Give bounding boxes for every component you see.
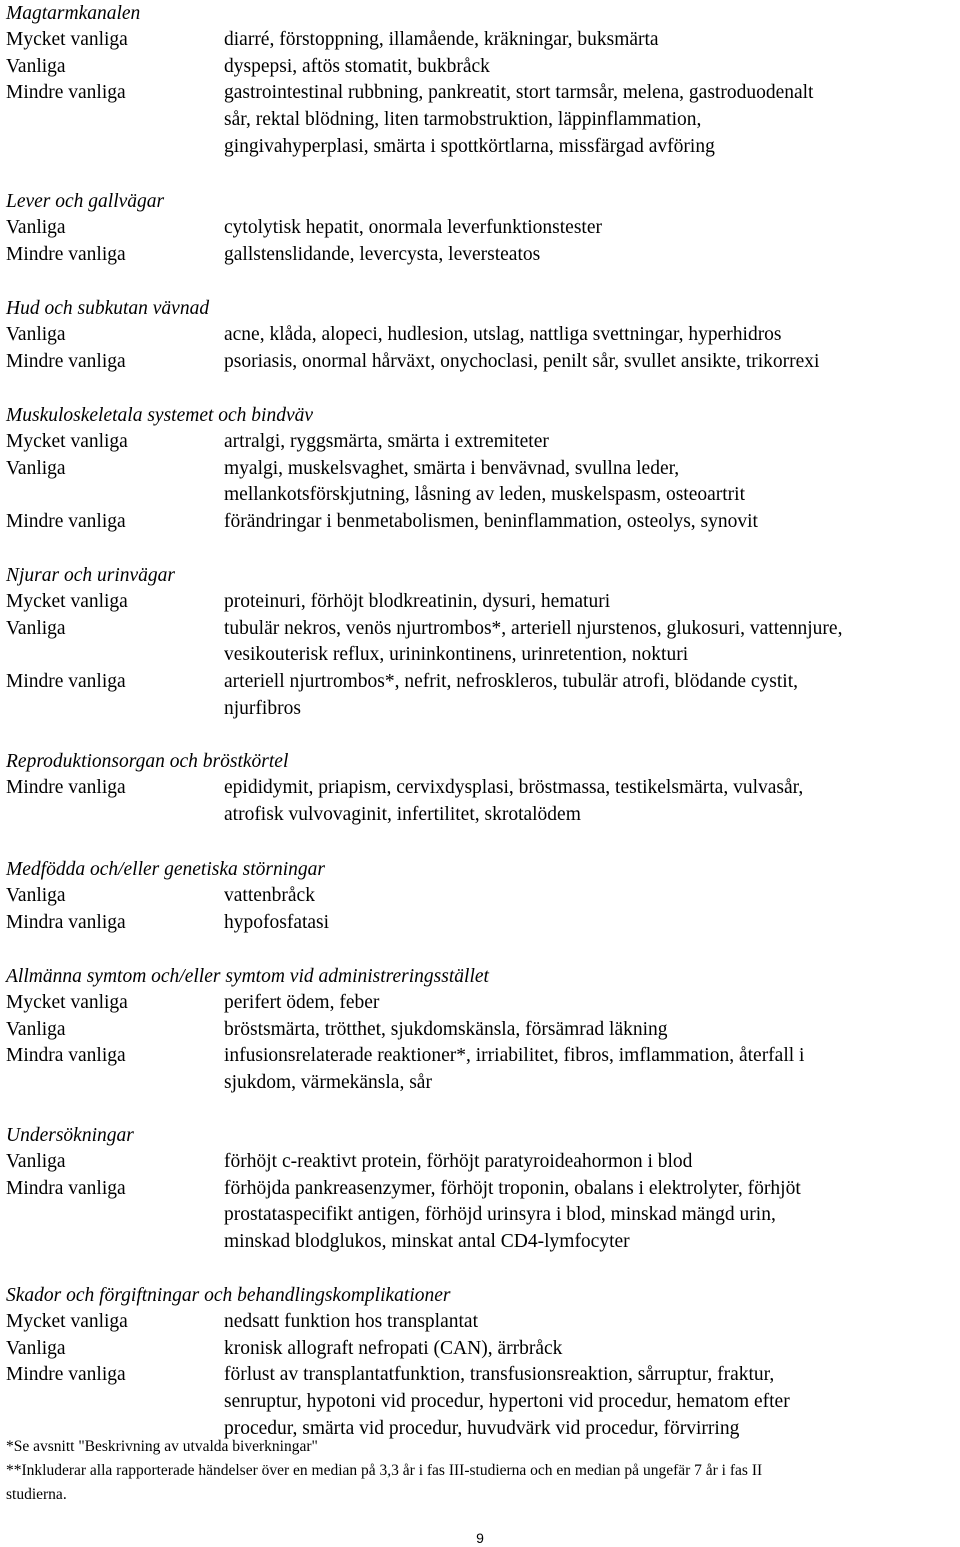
- frequency-row: [6, 349, 960, 376]
- frequency-label: Mindre vanliga: [6, 350, 126, 372]
- section-title: Medfödda och/eller genetiska störningar: [6, 859, 325, 880]
- section-title: Reproduktionsorgan och bröstkörtel: [6, 751, 289, 772]
- frequency-row: [6, 669, 960, 722]
- section: [6, 856, 960, 936]
- frequency-row: [6, 1362, 960, 1442]
- reaction-description: [224, 456, 960, 509]
- reaction-description: [224, 509, 960, 536]
- frequency-label: Vanliga: [6, 1337, 66, 1359]
- reaction-description: [224, 242, 960, 269]
- frequency-label: Vanliga: [6, 1151, 66, 1172]
- frequency-label: Mycket vanliga: [6, 992, 128, 1013]
- section-title: Hud och subkutan vävnad: [6, 298, 210, 319]
- description-line: diarré, förstoppning, illamående, kräkningar, buksmärta: [224, 29, 659, 50]
- reaction-description: [224, 669, 960, 722]
- reaction-description: [224, 80, 960, 160]
- reaction-description: [224, 1309, 960, 1336]
- description-line: förlust av transplantatfunktion, transfusionsreaktion, sårruptur, fraktur,: [224, 1364, 775, 1386]
- reaction-description: [224, 27, 960, 54]
- reaction-description: [224, 883, 960, 910]
- section: [6, 188, 960, 268]
- reaction-description: [224, 54, 960, 81]
- frequency-row: [6, 589, 960, 616]
- frequency-label: Mindre vanliga: [6, 511, 126, 533]
- description-line: sjukdom, värmekänsla, sår: [224, 1072, 432, 1094]
- description-line: atrofisk vulvovaginit, infertilitet, skrotalödem: [224, 803, 581, 825]
- description-line: artralgi, ryggsmärta, smärta i extremiteter: [224, 431, 549, 452]
- footnote-3: studierna.: [6, 1486, 67, 1503]
- reaction-description: [224, 349, 960, 376]
- frequency-row: [6, 883, 960, 910]
- frequency-label: Mindre vanliga: [6, 777, 126, 798]
- section-title: Skador och förgiftningar och behandlingskomplikationer: [6, 1285, 451, 1306]
- section: [6, 1282, 960, 1442]
- description-line: myalgi, muskelsvaghet, smärta i benvävnad, svullna leder,: [224, 457, 680, 479]
- description-line: mellankotsförskjutning, låsning av leden, muskelspasm, osteoartrit: [224, 484, 745, 506]
- frequency-row: [6, 1309, 960, 1336]
- frequency-row: [6, 616, 960, 669]
- description-line: procedur, smärta vid procedur, huvudvärk vid procedur, förvirring: [224, 1417, 740, 1439]
- description-line: gastrointestinal rubbning, pankreatit, stort tarmsår, melena, gastroduodenalt: [224, 82, 814, 104]
- frequency-row: [6, 54, 960, 81]
- description-line: tubulär nekros, venös njurtrombos*, arteriell njurstenos, glukosuri, vattennjure,: [224, 617, 843, 639]
- description-line: prostataspecifikt antigen, förhöjd urinsyra i blod, minskad mängd urin,: [224, 1204, 776, 1226]
- frequency-row: [6, 27, 960, 54]
- frequency-label: Mindre vanliga: [6, 671, 126, 693]
- description-line: nedsatt funktion hos transplantat: [224, 1311, 478, 1332]
- frequency-label: Vanliga: [6, 1018, 66, 1040]
- description-line: acne, klåda, alopeci, hudlesion, utslag, nattliga svettningar, hyperhidros: [224, 324, 782, 345]
- frequency-row: [6, 215, 960, 242]
- section-title: Muskuloskeletala systemet och bindväv: [6, 405, 314, 426]
- frequency-row: [6, 456, 960, 509]
- frequency-row: [6, 1336, 960, 1363]
- description-line: perifert ödem, feber: [224, 992, 380, 1013]
- frequency-row: [6, 429, 960, 456]
- reaction-description: [224, 616, 960, 669]
- frequency-label: Vanliga: [6, 217, 66, 238]
- description-line: förhöjda pankreasenzymer, förhöjt troponin, obalans i elektrolyter, förhjöt: [224, 1177, 801, 1199]
- description-line: sår, rektal blödning, liten tarmobstruktion, läppinflammation,: [224, 109, 702, 131]
- reaction-description: [224, 990, 960, 1017]
- frequency-label: Mindra vanliga: [6, 1045, 126, 1067]
- section: [6, 748, 960, 828]
- reaction-description: [224, 1149, 960, 1176]
- frequency-label: Mindra vanliga: [6, 911, 126, 933]
- frequency-row: [6, 242, 960, 269]
- description-line: hypofosfatasi: [224, 911, 330, 933]
- description-line: dyspepsi, aftös stomatit, bukbråck: [224, 55, 490, 77]
- frequency-row: [6, 1176, 960, 1256]
- description-line: cytolytisk hepatit, onormala leverfunktionstester: [224, 217, 602, 238]
- frequency-label: Vanliga: [6, 617, 66, 639]
- frequency-label: Mycket vanliga: [6, 591, 128, 612]
- section: [6, 402, 960, 536]
- reaction-description: [224, 775, 960, 828]
- footnote-2: **Inkluderar alla rapporterade händelser över en median på 3,3 år i fas III-studierna och en median på ungefär 7 år i fas II: [6, 1462, 763, 1479]
- frequency-label: Mindre vanliga: [6, 82, 126, 104]
- description-line: proteinuri, förhöjt blodkreatinin, dysuri, hematuri: [224, 591, 611, 612]
- reaction-description: [224, 589, 960, 616]
- frequency-row: [6, 775, 960, 828]
- frequency-label: Vanliga: [6, 55, 66, 77]
- reaction-description: [224, 429, 960, 456]
- reaction-description: [224, 910, 960, 937]
- description-line: gallstenslidande, levercysta, leversteatos: [224, 243, 541, 265]
- frequency-label: Mindre vanliga: [6, 243, 126, 265]
- description-line: vattenbråck: [224, 885, 315, 906]
- frequency-label: Vanliga: [6, 885, 66, 906]
- reaction-description: [224, 1362, 960, 1442]
- frequency-label: Mycket vanliga: [6, 1311, 128, 1332]
- description-line: arteriell njurtrombos*, nefrit, nefroskleros, tubulär atrofi, blödande cystit,: [224, 671, 799, 693]
- description-line: vesikouterisk reflux, urininkontinens, urinretention, nokturi: [224, 644, 689, 666]
- reaction-description: [224, 1176, 960, 1256]
- description-line: gingivahyperplasi, smärta i spottkörtlarna, missfärgad avföring: [224, 135, 715, 157]
- frequency-row: [6, 1043, 960, 1096]
- section: [6, 295, 960, 375]
- description-line: epididymit, priapism, cervixdysplasi, bröstmassa, testikelsmärta, vulvasår,: [224, 777, 804, 798]
- description-line: kronisk allograft nefropati (CAN), ärrbråck: [224, 1337, 563, 1359]
- footnote-1: *Se avsnitt "Beskrivning av utvalda biverkningar": [6, 1438, 318, 1455]
- frequency-row: [6, 80, 960, 160]
- description-line: förhöjt c-reaktivt protein, förhöjt paratyroideahormon i blod: [224, 1151, 693, 1172]
- frequency-label: Mindre vanliga: [6, 1364, 126, 1386]
- frequency-label: Vanliga: [6, 324, 66, 345]
- description-line: njurfibros: [224, 697, 301, 719]
- reaction-description: [224, 215, 960, 242]
- description-line: förändringar i benmetabolismen, beninflammation, osteolys, synovit: [224, 511, 758, 533]
- frequency-label: Mindra vanliga: [6, 1177, 126, 1199]
- frequency-row: [6, 1149, 960, 1176]
- frequency-row: [6, 322, 960, 349]
- section: [6, 0, 960, 160]
- frequency-row: [6, 1017, 960, 1044]
- section: [6, 562, 960, 722]
- frequency-label: Mycket vanliga: [6, 29, 128, 50]
- description-line: bröstsmärta, trötthet, sjukdomskänsla, försämrad läkning: [224, 1018, 668, 1040]
- section-title: Magtarmkanalen: [6, 3, 141, 24]
- reaction-description: [224, 1336, 960, 1363]
- section-title: Njurar och urinvägar: [6, 565, 176, 586]
- frequency-label: Mycket vanliga: [6, 431, 128, 452]
- section: [6, 1122, 960, 1256]
- description-line: minskad blodglukos, minskat antal CD4-lymfocyter: [224, 1231, 630, 1253]
- page-number: 9: [476, 1530, 484, 1546]
- description-line: senruptur, hypotoni vid procedur, hypertoni vid procedur, hematom efter: [224, 1391, 790, 1413]
- frequency-row: [6, 509, 960, 536]
- section: [6, 963, 960, 1097]
- description-line: psoriasis, onormal hårväxt, onychoclasi, penilt sår, svullet ansikte, trikorrexi: [224, 350, 820, 372]
- frequency-row: [6, 990, 960, 1017]
- frequency-row: [6, 910, 960, 937]
- section-title: Undersökningar: [6, 1125, 134, 1146]
- reaction-description: [224, 1043, 960, 1096]
- section-title: Lever och gallvägar: [6, 191, 165, 212]
- reaction-description: [224, 1017, 960, 1044]
- reaction-description: [224, 322, 960, 349]
- section-title: Allmänna symtom och/eller symtom vid administreringsstället: [6, 966, 489, 987]
- description-line: infusionsrelaterade reaktioner*, irriabilitet, fibros, imflammation, återfall i: [224, 1045, 805, 1067]
- frequency-label: Vanliga: [6, 457, 66, 479]
